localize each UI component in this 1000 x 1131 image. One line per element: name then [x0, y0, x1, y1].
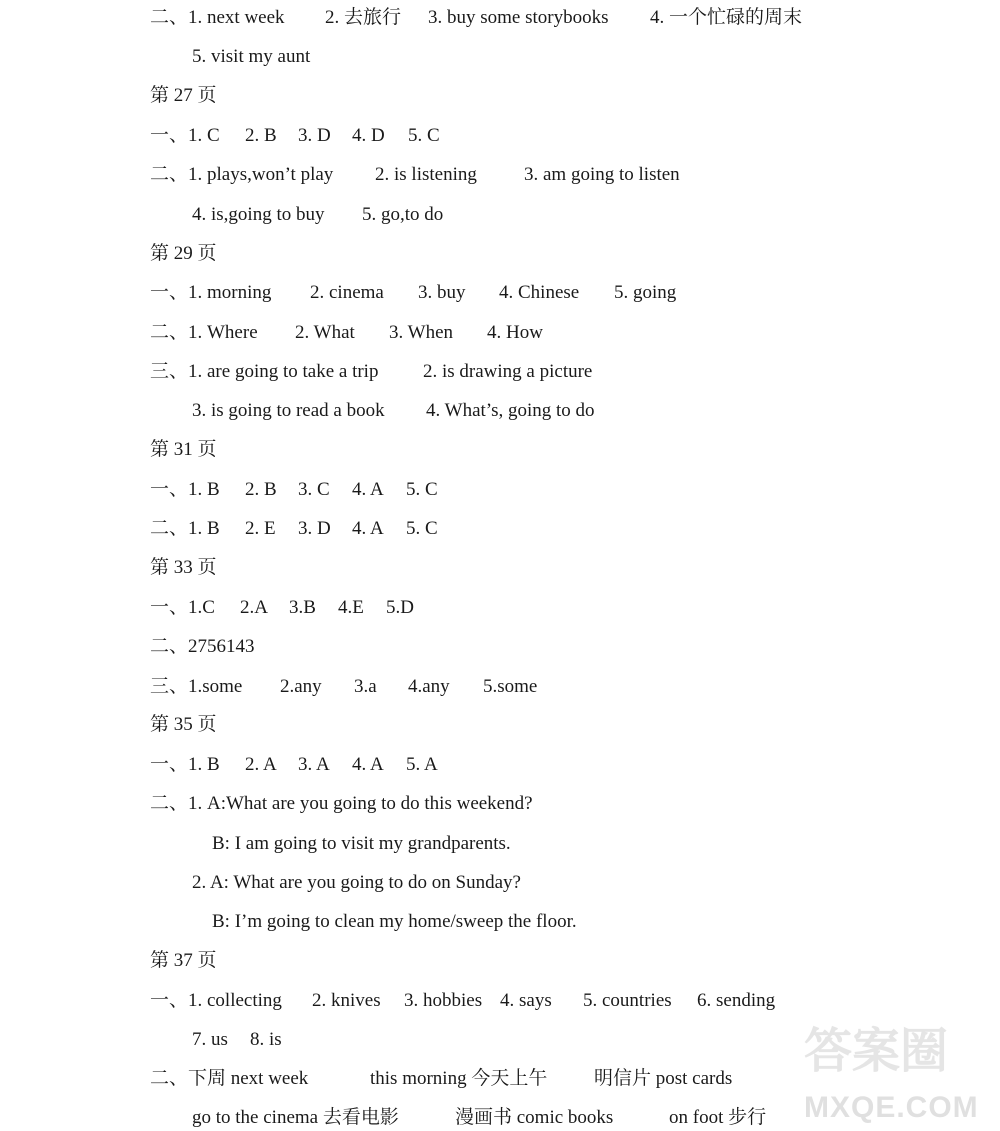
answer-item: 5. A [406, 754, 438, 775]
answer-item: 7. us [192, 1029, 228, 1050]
answer-item: 一、1.C [150, 597, 215, 618]
answer-item: 2. B [245, 125, 277, 146]
answer-item: 第 33 页 [150, 557, 217, 578]
answer-item: 4. What’s, going to do [426, 400, 595, 421]
answer-item: 2.A [240, 597, 268, 618]
answer-item: 4. Chinese [499, 282, 580, 303]
answer-item: 5. going [614, 282, 677, 303]
answer-item: 2. A [245, 754, 277, 775]
answer-item: 一、1. collecting [150, 990, 282, 1011]
answer-item: 4. says [500, 990, 552, 1011]
answer-item: 二、下周 next week [150, 1068, 309, 1089]
answer-item: 2.any [280, 676, 322, 697]
answer-item: 5. C [406, 518, 438, 539]
answer-item: 2. is listening [375, 164, 477, 185]
answer-item: 第 29 页 [150, 243, 217, 264]
answer-item: 一、1. B [150, 479, 220, 500]
answer-item: 2. A: What are you going to do on Sunday? [192, 872, 521, 893]
answer-item: 4. A [352, 518, 384, 539]
answer-item: 2. What [295, 322, 355, 343]
answer-item: 3. buy some storybooks [428, 7, 609, 28]
answer-item: 2. B [245, 479, 277, 500]
watermark-site-text: MXQE.COM [804, 1091, 979, 1124]
answer-item: 2. is drawing a picture [423, 361, 593, 382]
answer-item: 二、1. A:What are you going to do this weekend? [150, 793, 533, 814]
watermark-chinese-text: 答案圈 [804, 1023, 949, 1079]
answer-item: 2. knives [312, 990, 381, 1011]
answer-item: 5. go,to do [362, 204, 444, 225]
answer-item: 5. C [408, 125, 440, 146]
answer-item: 3. D [298, 125, 331, 146]
answer-item: 第 27 页 [150, 85, 217, 106]
answer-item: B: I am going to visit my grandparents. [212, 833, 511, 854]
answer-item: B: I’m going to clean my home/sweep the floor. [212, 911, 577, 932]
answer-item: 3. When [389, 322, 454, 343]
answer-item: 4. A [352, 479, 384, 500]
answer-item: 2. 去旅行 [325, 7, 402, 28]
answer-item: 4. 一个忙碌的周末 [650, 7, 803, 28]
answer-item: 6. sending [697, 990, 776, 1011]
answer-item: 漫画书 comic books [455, 1107, 614, 1128]
answer-item: on foot 步行 [669, 1107, 767, 1128]
answer-item: 一、1. C [150, 125, 220, 146]
answer-item: 3. hobbies [404, 990, 483, 1011]
answer-item: 5. C [406, 479, 438, 500]
answer-item: 二、1. plays,won’t play [150, 164, 334, 185]
answer-item: 2. cinema [310, 282, 384, 303]
answer-item: 5.D [386, 597, 414, 618]
answer-item: 三、1.some [150, 676, 243, 697]
answer-item: 3. buy [418, 282, 466, 303]
answer-item: 3. C [298, 479, 330, 500]
answer-item: 4. D [352, 125, 385, 146]
answer-item: 明信片 post cards [594, 1068, 733, 1089]
answer-item: go to the cinema 去看电影 [192, 1107, 399, 1128]
answer-item: 3. is going to read a book [192, 400, 385, 421]
answer-item: 5. visit my aunt [192, 46, 311, 67]
watermark-logo [798, 1012, 988, 1127]
answer-item: 2. E [245, 518, 276, 539]
answer-item: 3.a [354, 676, 377, 697]
answer-item: 5. countries [583, 990, 672, 1011]
answer-item: 3. am going to listen [524, 164, 680, 185]
answer-item: 5.some [483, 676, 538, 697]
answer-item: 二、1. B [150, 518, 220, 539]
answer-item: 4. How [487, 322, 543, 343]
answer-item: 4. A [352, 754, 384, 775]
answer-item: 一、1. morning [150, 282, 272, 303]
answer-item: 4.any [408, 676, 450, 697]
answer-item: 3.B [289, 597, 316, 618]
answer-item: 二、1. Where [150, 322, 258, 343]
answer-item: 4. is,going to buy [192, 204, 325, 225]
answer-item: 4.E [338, 597, 364, 618]
answer-item: 三、1. are going to take a trip [150, 361, 379, 382]
answer-item: 一、1. B [150, 754, 220, 775]
answer-item: this morning 今天上午 [370, 1068, 548, 1089]
answer-item: 二、2756143 [150, 636, 255, 657]
answer-item: 第 31 页 [150, 439, 217, 460]
answer-item: 二、1. next week [150, 7, 285, 28]
answer-item: 第 37 页 [150, 950, 217, 971]
answer-item: 3. D [298, 518, 331, 539]
answer-item: 3. A [298, 754, 330, 775]
answer-item: 第 35 页 [150, 714, 217, 735]
answer-item: 8. is [250, 1029, 282, 1050]
